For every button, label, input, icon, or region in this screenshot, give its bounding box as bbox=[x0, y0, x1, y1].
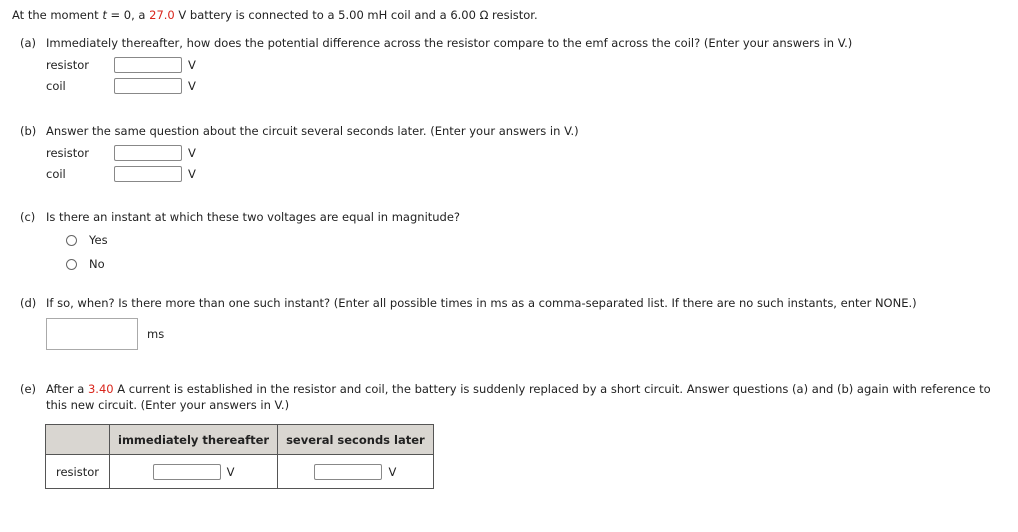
part-a-resistor-row bbox=[46, 55, 196, 75]
part-b-question: (b) Answer the same question about the circuit several seconds later. (Enter your answers in V.) bbox=[20, 124, 579, 138]
radio-button[interactable] bbox=[66, 235, 77, 246]
option-no[interactable]: No bbox=[66, 257, 105, 271]
part-b-coil-input[interactable] bbox=[114, 166, 182, 182]
unit-label: V bbox=[188, 167, 196, 181]
coil-label: coil bbox=[46, 167, 66, 181]
empty-header bbox=[46, 425, 110, 455]
part-c-question: (c) Is there an instant at which these two voltages are equal in magnitude? bbox=[20, 210, 461, 224]
part-b-resistor-row bbox=[46, 143, 196, 163]
part-a-coil-row bbox=[46, 76, 196, 96]
option-yes[interactable]: Yes bbox=[66, 233, 108, 247]
current-value: 3.40 bbox=[87, 382, 114, 396]
part-a-resistor-input[interactable] bbox=[114, 57, 182, 73]
coil-label: coil bbox=[46, 79, 66, 93]
part-b-coil-row bbox=[46, 164, 196, 184]
resistor-label: resistor bbox=[46, 58, 90, 72]
cell-immediately: V bbox=[110, 455, 278, 489]
unit-label: V bbox=[188, 146, 196, 160]
emf-value: 27.0 bbox=[149, 8, 175, 22]
part-a-question: (a) Immediately thereafter, how does the potential difference across the resistor compare to the emf across the coil? (Enter your answers in V.) bbox=[20, 36, 853, 50]
part-d-question: (d) If so, when? Is there more than one such instant? (Enter all possible times in ms as a comma-separated list. If there are no such instants, enter NONE.) bbox=[20, 296, 917, 310]
part-b-resistor-input[interactable] bbox=[114, 145, 182, 161]
cell-later: V bbox=[278, 455, 434, 489]
answer-table bbox=[45, 424, 434, 489]
row-label-resistor: resistor bbox=[46, 455, 110, 489]
unit-label: V bbox=[188, 79, 196, 93]
ms-unit-label: ms bbox=[147, 327, 165, 341]
part-d-times-input[interactable] bbox=[46, 318, 138, 350]
unit-label: V bbox=[188, 58, 196, 72]
part-e-question: (e) After a 3.40 A current is established in the resistor and coil, the battery is suddenly replaced by a short circuit. Answer questions (a) and (b) again with reference to this new circuit. (Enter your answers in V.) bbox=[20, 382, 991, 412]
part-e-immediate-input[interactable] bbox=[153, 464, 221, 480]
header-later: several seconds later bbox=[278, 425, 434, 455]
part-a-coil-input[interactable] bbox=[114, 78, 182, 94]
resistor-label: resistor bbox=[46, 146, 90, 160]
radio-button[interactable] bbox=[66, 259, 77, 270]
part-e-later-input[interactable] bbox=[314, 464, 382, 480]
intro-statement: At the moment t = 0, a 27.0 V battery is connected to a 5.00 mH coil and a 6.00 Ω resistor. bbox=[12, 8, 538, 22]
header-immediately: immediately thereafter bbox=[110, 425, 278, 455]
